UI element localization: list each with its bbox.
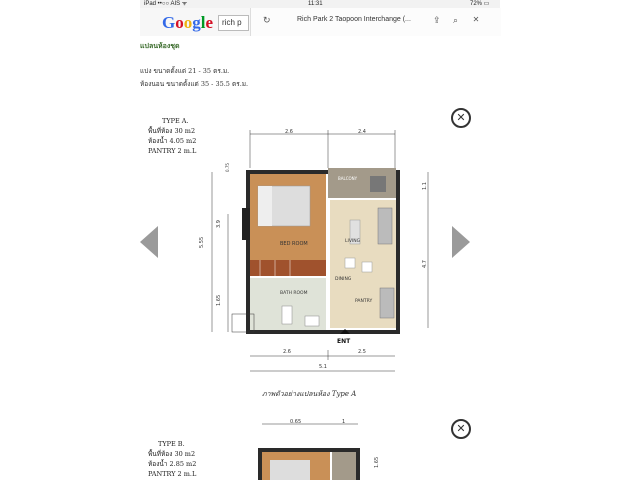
google-logo-letter: e — [205, 13, 214, 32]
close-circle-icon[interactable]: ✕ — [451, 419, 471, 439]
tabs-icon[interactable]: ✕ — [472, 15, 480, 24]
dim-total: 5.1 — [319, 364, 327, 370]
banner-title: แปลนห้องชุด — [140, 41, 180, 50]
intro-line-1: แบ่ง ขนาดตั้งแต่ 21 - 35 ตร.ม. — [140, 67, 230, 75]
clock-label: 11:31 — [308, 1, 323, 7]
type-a-title: TYPE A. — [162, 117, 189, 125]
dim-small: 0.75 — [225, 163, 230, 172]
dim-right-2: 4.7 — [422, 260, 428, 268]
search-icon[interactable]: ⌕ — [453, 15, 459, 25]
plan-b-dim-top-2: 1 — [342, 419, 346, 425]
google-logo-letter: g — [192, 13, 201, 32]
carrier-label: iPad ••○○ AIS ᯤ — [144, 1, 188, 7]
type-a-area: พื้นที่ห้อง 30 m2 — [148, 127, 196, 135]
type-b-pantry: PANTRY 2 m.L — [148, 470, 197, 478]
status-bar — [140, 0, 500, 8]
google-logo-letter: o — [183, 13, 193, 32]
room-bath: BATH ROOM — [280, 291, 308, 296]
type-b-title: TYPE B. — [158, 440, 185, 448]
plan-caption: ภาพตัวอย่างแปลนห้อง Type A — [262, 390, 357, 398]
room-entry: ENT — [337, 338, 351, 345]
type-b-area: พื้นที่ห้อง 30 m2 — [148, 450, 196, 458]
share-icon[interactable]: ⇪ — [433, 15, 441, 25]
type-a-pantry: PANTRY 2 m.L — [148, 147, 197, 155]
site-banner — [140, 36, 500, 56]
close-circle-icon[interactable]: ✕ — [451, 108, 471, 128]
google-logo-letter: G — [162, 13, 176, 32]
floor-plan-b — [250, 416, 380, 480]
address-panel[interactable] — [250, 8, 501, 36]
plan-b-dim-right: 1.65 — [374, 456, 380, 468]
dim-bottom-2: 2.5 — [358, 349, 366, 355]
battery-label: 72% ▭ — [470, 1, 490, 7]
dim-top-2: 2.4 — [358, 129, 366, 135]
page-title: Rich Park 2 Taopoon Interchange (... — [297, 16, 411, 23]
room-living: LIVING — [345, 239, 361, 244]
type-b-spec — [148, 439, 196, 479]
browser-toolbar — [140, 8, 500, 37]
dim-top-1: 2.6 — [285, 129, 293, 135]
floor-plan-a — [190, 128, 450, 378]
type-b-bath: ห้องน้ำ 2.85 m2 — [148, 460, 197, 468]
type-a-bath: ห้องน้ำ 4.05 m2 — [148, 137, 197, 145]
google-logo-letter: o — [175, 13, 184, 32]
dim-left-total: 5.55 — [199, 236, 205, 248]
intro-line-2: ห้องนอน ขนาดตั้งแต่ 35 - 35.5 ตร.ม. — [140, 80, 249, 88]
room-bed: BED ROOM — [280, 241, 308, 247]
google-logo-letter: l — [200, 13, 206, 32]
dim-right-1: 1.1 — [422, 182, 428, 190]
room-balcony: BALCONY — [338, 176, 358, 181]
plan-b-dim-top-1: 0.65 — [290, 419, 302, 425]
previous-arrow-icon[interactable] — [140, 226, 158, 258]
room-pantry: PANTRY — [355, 299, 373, 304]
search-input[interactable]: rich p — [218, 15, 249, 31]
google-logo[interactable] — [162, 13, 213, 33]
reload-icon[interactable]: ↻ — [263, 15, 271, 25]
dim-left-2: 1.65 — [216, 294, 222, 306]
dim-left-1: 3.9 — [216, 220, 222, 228]
room-dining: DINING — [335, 277, 352, 282]
dim-bottom-1: 2.6 — [283, 349, 291, 355]
next-arrow-icon[interactable] — [452, 226, 470, 258]
